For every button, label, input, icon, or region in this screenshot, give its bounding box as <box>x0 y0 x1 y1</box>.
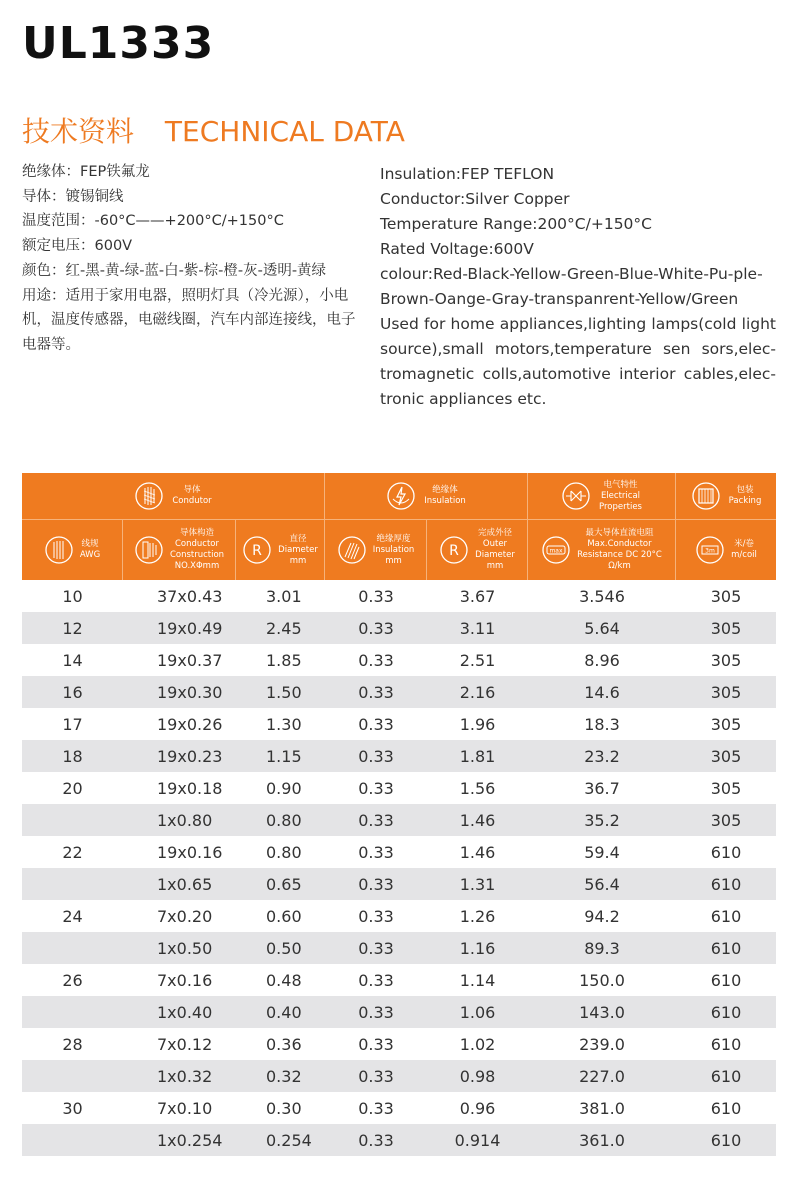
table-row <box>22 1092 776 1124</box>
cell-diameter: 0.48 <box>266 970 302 990</box>
cell-resistance: 143.0 <box>579 1002 625 1022</box>
col-packing-cn: 米/卷 <box>734 539 754 549</box>
cell-awg: 24 <box>62 906 83 926</box>
cell-construction: 7x0.10 <box>157 1098 213 1118</box>
cell-diameter: 0.40 <box>266 1002 302 1022</box>
cell-packing: 305 <box>710 714 742 734</box>
cell-outer-diameter: 1.46 <box>459 842 496 862</box>
table-row <box>22 676 776 708</box>
cell-outer-diameter: 1.14 <box>459 970 496 990</box>
max-resistance-icon-text: max <box>549 547 563 555</box>
cell-resistance: 8.96 <box>584 650 620 670</box>
cell-construction: 1x0.254 <box>157 1130 223 1150</box>
cell-resistance: 18.3 <box>584 714 620 734</box>
cell-outer-diameter: 1.46 <box>459 810 496 830</box>
col-outer-diameter-en1: Outer <box>482 539 508 549</box>
col-construction-en2: Construction <box>169 550 225 560</box>
cell-resistance: 3.546 <box>579 586 625 606</box>
cell-packing: 305 <box>710 778 742 798</box>
col-diameter <box>236 520 325 580</box>
col-resistance-en1: Max.Conductor <box>587 539 652 549</box>
col-resistance <box>528 520 676 580</box>
table-row <box>22 836 776 868</box>
cell-diameter: 0.90 <box>266 778 302 798</box>
cell-resistance: 56.4 <box>584 874 620 894</box>
svg-text:R: R <box>449 543 460 559</box>
cell-insulation: 0.33 <box>358 906 394 926</box>
col-insulation-thickness-en: Insulation <box>372 544 415 555</box>
specs-english <box>380 162 776 412</box>
table-row <box>22 1060 776 1092</box>
cell-outer-diameter: 1.16 <box>459 938 496 958</box>
coil-reel-icon <box>691 481 721 511</box>
cell-outer-diameter: 3.67 <box>459 586 496 606</box>
col-construction-unit: NO.XΦmm <box>174 561 220 571</box>
table-row <box>22 996 776 1028</box>
cell-diameter: 1.15 <box>266 746 302 766</box>
col-diameter-en: Diameter <box>278 544 318 555</box>
col-construction <box>123 520 236 580</box>
cell-packing: 305 <box>710 746 742 766</box>
cell-packing: 610 <box>710 1098 742 1118</box>
cell-insulation: 0.33 <box>358 650 394 670</box>
group-electrical-en1: Electrical <box>600 490 641 501</box>
cell-packing: 305 <box>710 810 742 830</box>
cell-outer-diameter: 3.11 <box>459 618 496 638</box>
cell-packing: 610 <box>710 1002 742 1022</box>
table-row <box>22 612 776 644</box>
cell-construction: 7x0.16 <box>157 970 213 990</box>
cell-diameter: 1.50 <box>266 682 302 702</box>
svg-text:R: R <box>252 543 263 559</box>
cell-construction: 19x0.37 <box>157 650 223 670</box>
cell-insulation: 0.33 <box>358 842 394 862</box>
cell-resistance: 59.4 <box>584 842 620 862</box>
cell-insulation: 0.33 <box>358 778 394 798</box>
cell-insulation: 0.33 <box>358 1002 394 1022</box>
cell-diameter: 0.60 <box>266 906 302 926</box>
cell-resistance: 89.3 <box>584 938 620 958</box>
col-resistance-unit: Ω/km <box>608 561 631 571</box>
cell-outer-diameter: 0.96 <box>459 1098 496 1118</box>
cell-packing: 610 <box>710 938 742 958</box>
cell-diameter: 1.85 <box>266 650 302 670</box>
spec-en-colour: colour:Red-Black-Yellow-Green-Blue-White-Pu-ple-Brown-Oange-Gray-transpanrent-Yellow/Green <box>380 265 763 308</box>
cell-construction: 7x0.20 <box>157 906 213 926</box>
cell-diameter: 2.45 <box>266 618 302 638</box>
cell-diameter: 0.36 <box>266 1034 302 1054</box>
electrical-symbol-icon <box>561 481 591 511</box>
cell-construction: 19x0.26 <box>157 714 223 734</box>
spec-cn-colour: 颜色：红-黑-黄-绿-蓝-白-紫-棕-橙-灰-透明-黄绿 <box>22 262 327 279</box>
meter-ruler-icon-text: 3m <box>705 547 715 555</box>
table-row <box>22 1028 776 1060</box>
cell-packing: 305 <box>710 682 742 702</box>
cell-outer-diameter: 2.16 <box>459 682 496 702</box>
cell-diameter: 0.50 <box>266 938 302 958</box>
cell-awg: 10 <box>62 586 83 606</box>
table-row <box>22 740 776 772</box>
group-electrical-cn: 电气特性 <box>603 479 638 490</box>
table-row <box>22 868 776 900</box>
cell-packing: 610 <box>710 906 742 926</box>
table-row <box>22 772 776 804</box>
cell-construction: 1x0.80 <box>157 810 213 830</box>
col-insulation-thickness-cn: 绝缘厚度 <box>376 533 411 544</box>
cell-resistance: 150.0 <box>579 970 625 990</box>
col-resistance-cn: 最大导体直流电阻 <box>585 528 654 538</box>
col-construction-en1: Conductor <box>174 539 219 549</box>
cell-packing: 610 <box>710 970 742 990</box>
spec-en-voltage: Rated Voltage:600V <box>380 240 534 258</box>
col-awg <box>22 520 123 580</box>
cell-diameter: 3.01 <box>266 586 302 606</box>
cell-outer-diameter: 1.81 <box>459 746 496 766</box>
cell-outer-diameter: 2.51 <box>459 650 496 670</box>
cell-resistance: 35.2 <box>584 810 620 830</box>
cell-diameter: 0.80 <box>266 810 302 830</box>
cell-outer-diameter: 1.56 <box>459 778 496 798</box>
table-row <box>22 900 776 932</box>
cell-packing: 305 <box>710 650 742 670</box>
cell-outer-diameter: 0.914 <box>454 1130 501 1150</box>
group-electrical <box>528 473 676 519</box>
wire-strand-icon <box>134 481 164 511</box>
page-title: UL1333 <box>22 18 215 69</box>
technical-data-table <box>22 473 776 1156</box>
spec-cn-usage: 用途：适用于家用电器，照明灯具（冷光源），小电机，温度传感器，电磁线圈，汽车内部连接线，电子电器等。 <box>22 287 356 353</box>
cell-resistance: 227.0 <box>579 1066 625 1086</box>
col-packing-en: m/coil <box>731 550 757 560</box>
cell-construction: 19x0.49 <box>157 618 223 638</box>
wire-gauge-icon <box>44 535 74 565</box>
specs-chinese <box>22 160 362 358</box>
cell-packing: 610 <box>710 1034 742 1054</box>
cell-construction: 19x0.30 <box>157 682 223 702</box>
cell-diameter: 0.65 <box>266 874 302 894</box>
col-insulation-thickness <box>325 520 427 580</box>
group-insulation <box>325 473 528 519</box>
table-row <box>22 580 776 612</box>
col-diameter-cn: 直径 <box>289 533 307 544</box>
col-awg-cn: 线规 <box>81 539 99 549</box>
spec-cn-voltage: 额定电压：600V <box>22 238 133 255</box>
cell-insulation: 0.33 <box>358 970 394 990</box>
col-awg-en: AWG <box>79 550 101 560</box>
cell-construction: 1x0.65 <box>157 874 213 894</box>
cell-diameter: 0.80 <box>266 842 302 862</box>
table-row <box>22 964 776 996</box>
cell-diameter: 0.32 <box>266 1066 302 1086</box>
group-insulation-cn: 绝缘体 <box>432 485 458 495</box>
group-electrical-en2: Properties <box>599 501 642 512</box>
cell-insulation: 0.33 <box>358 938 394 958</box>
cell-resistance: 5.64 <box>584 618 620 638</box>
cell-resistance: 23.2 <box>584 746 620 766</box>
cell-awg: 30 <box>62 1098 83 1118</box>
cell-awg: 22 <box>62 842 83 862</box>
cell-resistance: 381.0 <box>579 1098 625 1118</box>
table-column-header <box>22 520 776 580</box>
group-conductor-en: Condutor <box>172 496 212 506</box>
radius-icon <box>242 535 272 565</box>
cell-resistance: 361.0 <box>579 1130 625 1150</box>
cell-packing: 610 <box>710 1066 742 1086</box>
spec-en-temperature: Temperature Range:200°C/+150°C <box>380 215 652 233</box>
cell-outer-diameter: 0.98 <box>459 1066 496 1086</box>
cell-awg: 20 <box>62 778 83 798</box>
cell-awg: 28 <box>62 1034 83 1054</box>
group-packing <box>676 473 776 519</box>
cell-awg: 12 <box>62 618 83 638</box>
spec-cn-temperature: 温度范围：-60°C——+200°C/+150°C <box>22 213 284 230</box>
cell-insulation: 0.33 <box>358 682 394 702</box>
cell-construction: 1x0.32 <box>157 1066 213 1086</box>
max-resistance-icon <box>541 535 571 565</box>
cell-outer-diameter: 1.31 <box>459 874 496 894</box>
cell-awg: 17 <box>62 714 83 734</box>
col-resistance-en2: Resistance DC 20°C <box>577 550 662 560</box>
table-row <box>22 932 776 964</box>
cell-diameter: 0.30 <box>266 1098 302 1118</box>
col-outer-diameter-en2: Diameter <box>475 550 515 560</box>
table-row <box>22 1124 776 1156</box>
group-conductor <box>22 473 325 519</box>
cell-insulation: 0.33 <box>358 618 394 638</box>
table-row <box>22 708 776 740</box>
insulation-thickness-icon <box>337 535 367 565</box>
table-row <box>22 804 776 836</box>
cell-outer-diameter: 1.02 <box>459 1034 496 1054</box>
spec-en-usage: Used for home appliances,lighting lamps(cold light source),small motors,temperature sen sors,elec-tromagnetic colls,automotive interior cables,elec-tronic appliances etc. <box>380 315 776 408</box>
cell-insulation: 0.33 <box>358 1130 394 1150</box>
table-row <box>22 644 776 676</box>
group-packing-en: Packing <box>728 496 762 506</box>
conductor-construction-icon <box>134 535 164 565</box>
cell-construction: 19x0.23 <box>157 746 223 766</box>
cell-insulation: 0.33 <box>358 746 394 766</box>
cell-outer-diameter: 1.26 <box>459 906 496 926</box>
group-insulation-en: Insulation <box>424 496 466 506</box>
cell-insulation: 0.33 <box>358 874 394 894</box>
spec-cn-conductor: 导体：镀锡铜线 <box>22 188 124 205</box>
spec-cn-insulation: 绝缘体：FEP铁氟龙 <box>22 164 150 180</box>
table-body <box>22 580 776 1156</box>
cell-resistance: 14.6 <box>584 682 620 702</box>
table-group-header <box>22 473 776 520</box>
col-construction-cn: 导体构造 <box>179 528 214 538</box>
cell-packing: 305 <box>710 586 742 606</box>
cell-awg: 26 <box>62 970 83 990</box>
cell-awg: 14 <box>62 650 83 670</box>
col-outer-diameter-cn: 完成外径 <box>477 528 512 538</box>
cell-construction: 7x0.12 <box>157 1034 213 1054</box>
lightning-shield-icon <box>386 481 416 511</box>
cell-diameter: 0.254 <box>266 1130 312 1150</box>
cell-construction: 19x0.18 <box>157 778 223 798</box>
cell-resistance: 36.7 <box>584 778 620 798</box>
cell-construction: 19x0.16 <box>157 842 223 862</box>
section-title-en: TECHNICAL DATA <box>164 115 405 148</box>
cell-packing: 305 <box>710 618 742 638</box>
cell-awg: 16 <box>62 682 83 702</box>
spec-en-conductor: Conductor:Silver Copper <box>380 190 570 208</box>
cell-insulation: 0.33 <box>358 714 394 734</box>
spec-en-insulation: Insulation:FEP TEFLON <box>380 165 555 183</box>
cell-outer-diameter: 1.06 <box>459 1002 496 1022</box>
cell-insulation: 0.33 <box>358 586 394 606</box>
col-outer-diameter <box>427 520 528 580</box>
cell-packing: 610 <box>710 1130 742 1150</box>
cell-insulation: 0.33 <box>358 1098 394 1118</box>
cell-diameter: 1.30 <box>266 714 302 734</box>
col-outer-diameter-unit: mm <box>486 561 504 571</box>
cell-construction: 1x0.50 <box>157 938 213 958</box>
outer-radius-icon <box>439 535 469 565</box>
cell-construction: 1x0.40 <box>157 1002 213 1022</box>
cell-construction: 37x0.43 <box>157 586 223 606</box>
cell-resistance: 94.2 <box>584 906 620 926</box>
cell-packing: 610 <box>710 874 742 894</box>
meter-ruler-icon <box>695 535 725 565</box>
cell-insulation: 0.33 <box>358 1066 394 1086</box>
cell-packing: 610 <box>710 842 742 862</box>
col-insulation-thickness-unit: mm <box>385 555 402 566</box>
col-diameter-unit: mm <box>289 555 307 566</box>
col-packing <box>676 520 776 580</box>
cell-outer-diameter: 1.96 <box>459 714 496 734</box>
cell-awg: 18 <box>62 746 83 766</box>
cell-insulation: 0.33 <box>358 810 394 830</box>
section-title <box>22 110 405 150</box>
group-packing-cn: 包装 <box>736 485 754 495</box>
cell-resistance: 239.0 <box>579 1034 625 1054</box>
section-title-cn: 技术资料 <box>22 115 135 148</box>
cell-insulation: 0.33 <box>358 1034 394 1054</box>
group-conductor-cn: 导体 <box>183 485 201 495</box>
